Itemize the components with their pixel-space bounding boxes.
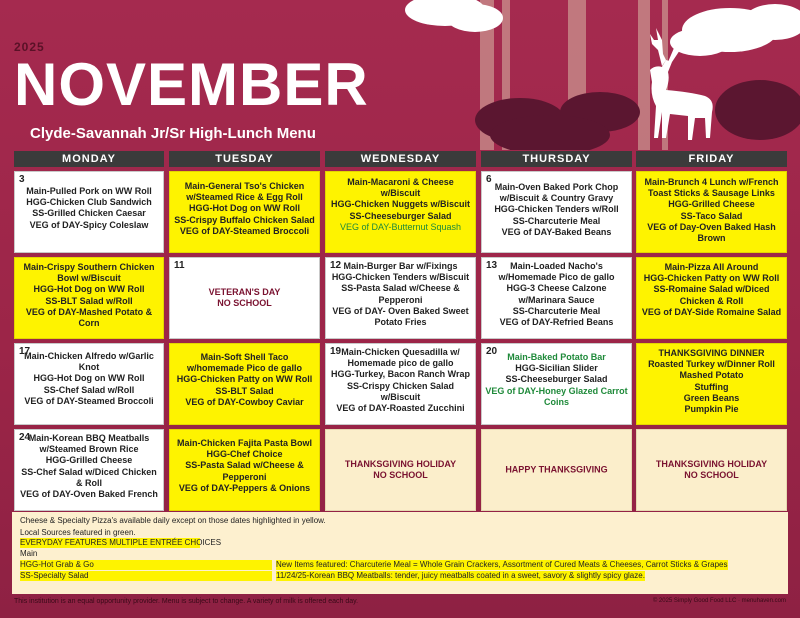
menu-line: SS-Grilled Chicken Caesar bbox=[32, 208, 146, 219]
menu-line: SS-Crispy Chicken Salad w/Biscuit bbox=[346, 380, 455, 402]
menu-line: SS-BLT Salad bbox=[215, 385, 274, 396]
equal-opportunity-statement: This institution is an equal opportunity provider. Menu is subject to change. A variety of milk is offered each day. bbox=[14, 598, 359, 605]
day-header-friday: FRIDAY bbox=[636, 151, 787, 167]
menu-line: HGG-Hot Dog on WW Roll bbox=[189, 203, 300, 214]
menu-line: VEG of DAY-Roasted Zucchini bbox=[336, 403, 465, 414]
menu-line: HGG-Chicken Tenders w/Biscuit bbox=[331, 272, 470, 283]
menu-line-local: VEG of DAY-Honey Glazed Carrot Coins bbox=[485, 385, 628, 407]
menu-line: SS-Romaine Salad w/Diced Chicken & Roll bbox=[653, 284, 770, 306]
menu-line: Stuffing bbox=[694, 381, 729, 392]
day-header-tuesday: TUESDAY bbox=[169, 151, 320, 167]
menu-line: SS-BLT Salad w/Roll bbox=[45, 295, 133, 306]
menu-line: SS-Taco Salad bbox=[680, 210, 743, 221]
menu-line: HGG-Turkey, Bacon Ranch Wrap bbox=[330, 369, 471, 380]
menu-line: Main-Soft Shell Taco w/homemade Pico de gallo bbox=[186, 352, 303, 374]
menu-line: SS-Pasta Salad w/Cheese & Pepperoni bbox=[185, 460, 304, 482]
menu-line: VEG of DAY-Steamed Broccoli bbox=[179, 225, 310, 236]
menu-line: VEG of DAY- Oven Baked Sweet Potato Fries bbox=[332, 305, 469, 328]
menu-cell-nov-10 bbox=[14, 257, 164, 339]
menu-line: SS-Crispy Buffalo Chicken Salad bbox=[174, 214, 315, 225]
menu-line: Main-Crispy Southern Chicken Bowl w/Biscuit bbox=[23, 262, 155, 284]
footer-local-note: Local Sources featured in green. bbox=[20, 528, 136, 537]
menu-line: SS-Pasta Salad w/Cheese & Pepperoni bbox=[341, 283, 460, 305]
menu-cell-nov-27 bbox=[481, 429, 632, 511]
menu-subtitle: Clyde-Savannah Jr/Sr High-Lunch Menu bbox=[30, 125, 316, 142]
menu-line: VETERAN'S DAY bbox=[208, 286, 281, 297]
date-number: 11 bbox=[174, 260, 185, 271]
menu-line: HGG-Chicken Tenders w/Roll bbox=[494, 204, 619, 215]
menu-line: VEG of Day-Oven Baked Hash Brown bbox=[647, 221, 776, 244]
menu-cell-nov-25 bbox=[169, 429, 320, 511]
menu-cell-nov-20 bbox=[481, 343, 632, 425]
menu-line-local: Main-Baked Potato Bar bbox=[507, 352, 606, 362]
footer-everyday-heading: EVERYDAY FEATURES MULTIPLE ENTRÉE CHOICES bbox=[20, 538, 222, 547]
menu-line: HAPPY THANKSGIVING bbox=[505, 464, 608, 475]
menu-line: VEG of DAY-Oven Baked French bbox=[20, 489, 158, 500]
copyright: © 2025 Simply Good Food LLC · menuhaven.com bbox=[652, 598, 786, 604]
holiday-notice bbox=[482, 464, 631, 475]
menu-line: SS-Cheeseburger Salad bbox=[349, 210, 452, 221]
menu-cell-nov-4 bbox=[169, 171, 320, 253]
date-number: 17 bbox=[19, 346, 31, 357]
menu-line: Main-Chicken Alfredo w/Garlic Knot bbox=[24, 351, 154, 373]
menu-line-local: VEG of DAY-Butternut Squash bbox=[339, 221, 462, 232]
footer-meatball-note: 11/24/25-Korean BBQ Meatballs: tender, juicy meatballs coated in a sweet, savory & slightly spicy glaze. bbox=[276, 571, 645, 580]
menu-line: VEG of DAY-Refried Beans bbox=[499, 317, 614, 328]
menu-line: VEG of DAY-Side Romaine Salad bbox=[641, 306, 782, 317]
menu-line: Main-Oven Baked Pork Chop w/Biscuit & Country Gravy bbox=[494, 182, 619, 204]
menu-line: SS-Charcuterie Meal bbox=[512, 215, 601, 226]
menu-line: HGG-Chicken Patty on WW Roll bbox=[176, 374, 313, 385]
menu-line: Mashed Potato bbox=[679, 370, 744, 381]
menu-line: Main-Pulled Pork on WW Roll bbox=[26, 186, 152, 196]
menu-cell-nov-5 bbox=[325, 171, 476, 253]
day-header-thursday: THURSDAY bbox=[481, 151, 632, 167]
year-label: 2025 bbox=[14, 40, 45, 54]
menu-line: Pumpkin Pie bbox=[684, 404, 739, 415]
menu-line: VEG of DAY-Spicy Coleslaw bbox=[29, 219, 149, 230]
menu-cell-nov-17 bbox=[14, 343, 164, 425]
menu-line: Main-Korean BBQ Meatballs w/Steamed Brown Rice bbox=[28, 433, 150, 455]
menu-cell-nov-19 bbox=[325, 343, 476, 425]
menu-line: THANKSGIVING HOLIDAY bbox=[655, 458, 768, 469]
menu-cell-nov-21 bbox=[636, 343, 787, 425]
menu-line: HGG-3 Cheese Calzone w/Marinara Sauce bbox=[506, 283, 607, 305]
menu-line: SS-Chef Salad w/Diced Chicken & Roll bbox=[21, 466, 157, 488]
menu-line: NO SCHOOL bbox=[684, 470, 739, 480]
menu-cell-nov-26 bbox=[325, 429, 476, 511]
footer-main-legend: Main bbox=[20, 549, 38, 558]
menu-line: VEG of DAY-Cowboy Caviar bbox=[185, 396, 304, 407]
month-title: NOVEMBER bbox=[14, 51, 369, 118]
menu-line: Main-General Tso's Chicken w/Steamed Rice & Egg Roll bbox=[184, 181, 305, 203]
clouds bbox=[405, 0, 800, 56]
date-number: 24 bbox=[19, 432, 31, 443]
date-number: 12 bbox=[330, 260, 342, 271]
menu-cell-nov-14 bbox=[636, 257, 787, 339]
menu-cell-nov-12 bbox=[325, 257, 476, 339]
menu-line: SS-Charcuterie Meal bbox=[512, 305, 601, 316]
date-number: 3 bbox=[19, 174, 25, 185]
menu-cell-nov-24 bbox=[14, 429, 164, 511]
menu-line: VEG of DAY-Steamed Broccoli bbox=[24, 395, 154, 406]
menu-line: HGG-Grilled Cheese bbox=[45, 455, 133, 466]
footer-pizza-note: Cheese & Specialty Pizza's available daily except on those dates highlighted in yellow. bbox=[20, 516, 326, 525]
date-number: 20 bbox=[486, 346, 498, 357]
holiday-notice bbox=[637, 459, 786, 481]
menu-line: Green Beans bbox=[683, 392, 740, 403]
menu-line: HGG-Hot Dog on WW Roll bbox=[33, 373, 145, 384]
date-number: 6 bbox=[486, 174, 492, 185]
menu-line: THANKSGIVING HOLIDAY bbox=[344, 458, 457, 469]
menu-line: NO SCHOOL bbox=[217, 298, 272, 308]
menu-line: HGG-Sicilian Slider bbox=[515, 363, 598, 374]
holiday-notice bbox=[326, 459, 475, 481]
menu-line: VEG of DAY-Mashed Potato & Corn bbox=[25, 306, 153, 329]
menu-line: Roasted Turkey w/Dinner Roll bbox=[648, 359, 775, 370]
menu-line: Main-Macaroni & Cheese w/Biscuit bbox=[347, 177, 454, 199]
menu-line: VEG of DAY-Peppers & Onions bbox=[178, 482, 311, 493]
footer-new-items: New Items featured: Charcuterie Meal = Whole Grain Crackers, Assortment of Cured Meats & Cheeses, Carrot Sticks & Grapes bbox=[276, 560, 728, 569]
menu-line: Main-Pizza All Around bbox=[664, 262, 759, 272]
menu-cell-nov-3 bbox=[14, 171, 164, 253]
date-number: 19 bbox=[330, 346, 342, 357]
foliage bbox=[475, 80, 800, 150]
menu-line: SS-Chef Salad w/Roll bbox=[43, 384, 135, 395]
menu-cell-nov-18 bbox=[169, 343, 320, 425]
menu-cell-nov-13 bbox=[481, 257, 632, 339]
day-header-monday: MONDAY bbox=[14, 151, 164, 167]
menu-line: Main-Burger Bar w/Fixings bbox=[343, 261, 458, 271]
menu-line: Main-Brunch 4 Lunch w/French Toast Sticks & Sausage Links bbox=[644, 177, 779, 199]
menu-cell-nov-11 bbox=[169, 257, 320, 339]
menu-line: HGG-Chicken Club Sandwich bbox=[26, 197, 152, 208]
menu-line: NO SCHOOL bbox=[373, 470, 428, 480]
menu-cell-nov-28 bbox=[636, 429, 787, 511]
footer-hgg-legend: HGG-Hot Grab & Go bbox=[20, 560, 272, 570]
menu-line: VEG of DAY-Baked Beans bbox=[501, 226, 612, 237]
menu-line: HGG-Chicken Nuggets w/Biscuit bbox=[330, 199, 471, 210]
menu-line: HGG-Grilled Cheese bbox=[668, 199, 755, 210]
holiday-notice bbox=[170, 287, 319, 309]
footer-ss-legend: SS-Specialty Salad bbox=[20, 571, 272, 581]
menu-cell-nov-7 bbox=[636, 171, 787, 253]
forest-deer-illustration bbox=[400, 0, 800, 150]
menu-line: HGG-Hot Dog on WW Roll bbox=[33, 284, 145, 295]
menu-line: SS-Cheeseburger Salad bbox=[505, 374, 608, 385]
menu-line: Main-Loaded Nacho's w/Homemade Pico de gallo bbox=[498, 261, 615, 283]
menu-line: HGG-Chicken Patty on WW Roll bbox=[643, 273, 780, 284]
menu-line: Main-Chicken Fajita Pasta Bowl bbox=[176, 438, 313, 448]
menu-line: HGG-Chef Choice bbox=[206, 449, 283, 460]
menu-line: Main-Chicken Quesadilla w/ Homemade pico de gallo bbox=[341, 347, 460, 369]
menu-cell-nov-6 bbox=[481, 171, 632, 253]
menu-line: THANKSGIVING DINNER bbox=[658, 348, 765, 358]
date-number: 13 bbox=[486, 260, 498, 271]
day-header-wednesday: WEDNESDAY bbox=[325, 151, 476, 167]
